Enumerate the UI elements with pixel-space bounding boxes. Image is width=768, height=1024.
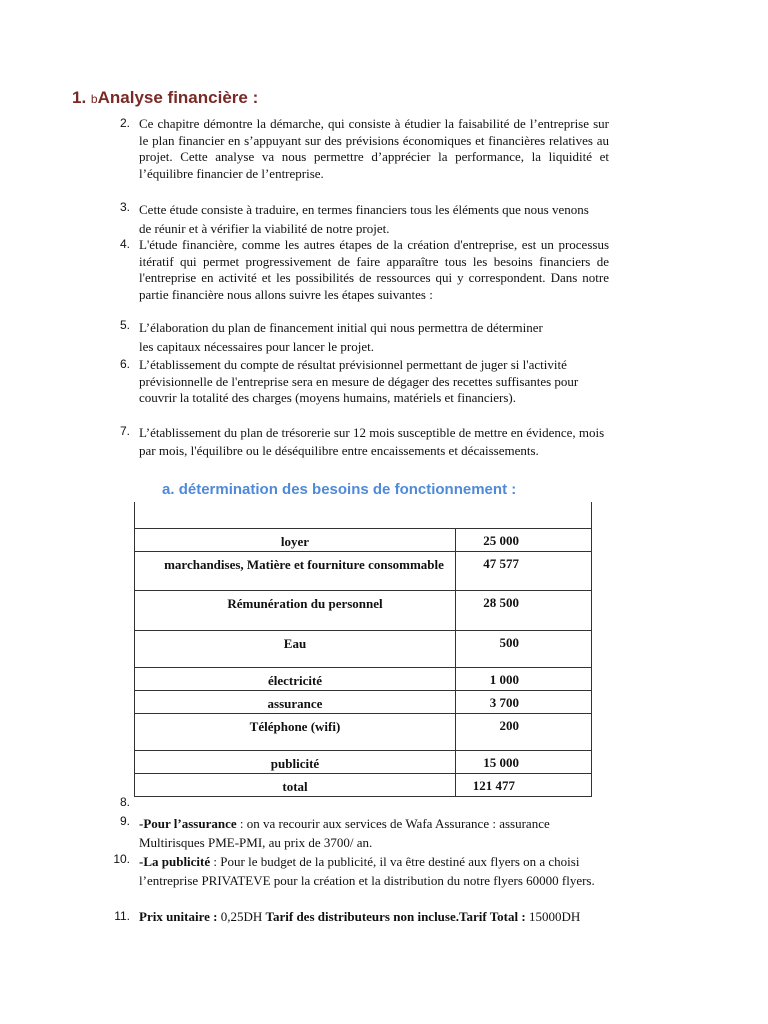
- heading-prefix: b: [90, 92, 98, 106]
- row-value: 121 477: [456, 774, 592, 797]
- list-number: 8.: [119, 795, 130, 809]
- subheading-letter: a.: [162, 481, 175, 498]
- list-number: 11.: [114, 909, 130, 923]
- heading-title: Analyse financière :: [97, 88, 259, 107]
- row-label: total: [135, 774, 456, 797]
- paragraph: [139, 814, 579, 852]
- paragraph-text: : on va recourir aux services de Wafa Assurance : assurance Multirisques PME-PMI, au prix de 3700/ an.: [139, 816, 550, 850]
- paragraph: [139, 852, 607, 890]
- row-value: 3 700: [456, 691, 592, 714]
- bold-label: -Pour l’assurance: [139, 816, 237, 831]
- row-label: Rémunération du personnel: [135, 591, 456, 631]
- row-label: marchandises, Matière et fourniture consommable: [135, 552, 456, 591]
- table-row: [135, 714, 592, 751]
- list-number: 5.: [119, 318, 130, 332]
- row-label: publicité: [135, 751, 456, 774]
- list-number: 2.: [119, 116, 130, 130]
- list-number: 7.: [119, 424, 130, 438]
- table-total-row: [135, 774, 592, 797]
- row-value: 47 577: [456, 552, 592, 591]
- paragraph-text: 0,25DH: [217, 909, 266, 924]
- row-label: électricité: [135, 668, 456, 691]
- row-value: 500: [456, 631, 592, 668]
- list-number: 10.: [113, 852, 130, 866]
- subheading-title: détermination des besoins de fonctionnement :: [178, 481, 517, 498]
- row-value: 1 000: [456, 668, 592, 691]
- row-label: Téléphone (wifi): [135, 714, 456, 751]
- heading-number: 1.: [72, 88, 87, 107]
- paragraph: L’établissement du compte de résultat prévisionnel permettant de juger si l'activité prévisionnelle de l'entreprise sera en mesure de dégager des recettes suffisantes pour couvrir la totalité des charges (moyens humains, matériels et financiers).: [139, 357, 579, 406]
- row-value: 15 000: [456, 751, 592, 774]
- table-row: [135, 668, 592, 691]
- row-value: 25 000: [456, 529, 592, 552]
- paragraph-text: : Pour le budget de la publicité, il va être destiné aux flyers on a choisi l’entreprise PRIVATEVE pour la création et la distribution du notre flyers 60000 flyers.: [139, 854, 595, 888]
- row-value: 200: [456, 714, 592, 751]
- row-value: 28 500: [456, 591, 592, 631]
- paragraph: L’établissement du plan de trésorerie sur 12 mois susceptible de mettre en évidence, mois par mois, l'équilibre ou le déséquilibre entre encaissements et décaissements.: [139, 425, 605, 458]
- paragraph: [139, 909, 699, 926]
- bold-label: Tarif des distributeurs non incluse.Tarif Total :: [265, 909, 526, 924]
- table-row: [135, 631, 592, 668]
- table-row: [135, 751, 592, 774]
- bold-label: Prix unitaire :: [139, 909, 218, 924]
- list-number: 9.: [119, 814, 130, 828]
- row-label: assurance: [135, 691, 456, 714]
- paragraph: L’élaboration du plan de financement initial qui nous permettra de déterminer les capitaux nécessaires pour lancer le projet.: [139, 320, 543, 354]
- row-label: Eau: [135, 631, 456, 668]
- table-row: [135, 552, 592, 591]
- budget-table: [134, 502, 592, 797]
- list-number: 6.: [119, 357, 130, 371]
- table-row: [135, 691, 592, 714]
- section-heading: [72, 88, 258, 108]
- row-label: loyer: [135, 529, 456, 552]
- table-row: [135, 591, 592, 631]
- bold-label: -La publicité: [139, 854, 211, 869]
- paragraph: Cette étude consiste à traduire, en termes financiers tous les éléments que nous venons de réunir et à vérifier la viabilité de notre projet.: [139, 202, 589, 236]
- list-number: 4.: [119, 237, 130, 251]
- subsection-heading: [162, 481, 516, 498]
- paragraph-text: 15000DH: [525, 909, 581, 924]
- table-header-row: [135, 502, 592, 529]
- list-number: 3.: [119, 200, 130, 214]
- paragraph: Ce chapitre démontre la démarche, qui consiste à étudier la faisabilité de l’entreprise sur le plan financier en s’appuyant sur des prévisions économiques et financières relatives au projet. Cette analyse va nous permettre d’apprécier la performance, la liquidité et l’équilibre financier de l’entreprise.: [139, 116, 609, 181]
- table-row: [135, 529, 592, 552]
- paragraph: L'étude financière, comme les autres étapes de la création d'entreprise, est un processus itératif qui permet progressivement de faire apparaître tous les besoins financiers de l'entreprise en activité et les possibilités de ressources qui y correspondent. Dans notre partie financière nous allons suivre les étapes suivantes :: [139, 237, 609, 302]
